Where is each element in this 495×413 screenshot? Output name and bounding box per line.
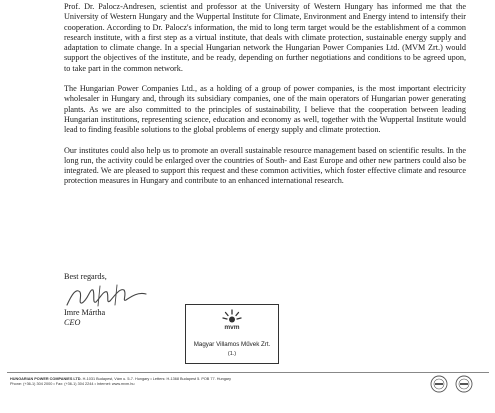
- paragraph-1: Prof. Dr. Palocz-Andresen, scientist and professor at the University of Western Hungary has informed me that the University of Western Hungary and the Wuppertal Institute for Climate, Environment and Energy intend to intensify their cooperation. According to Dr. Palocz's information, the mid to long term target would be the establishment of a common research institute, with a first step as a virtual institute, that deals with climate protection, sustainable energy supply and adaptation to climate change. In a special Hungarian network the Hungarian Power Companies Ltd. (MVM Zrt.) would support the objectives of the institute, and be ready, depending on further negotiations and conditions to be agreed upon, to take part in the common network.: [64, 2, 466, 73]
- letterhead-footer: [10, 377, 420, 388]
- mvm-logo-text: mvm: [224, 324, 240, 330]
- certification-seal-icon: [430, 375, 448, 393]
- footer-divider: [7, 372, 489, 373]
- stamp-mark: (1.): [227, 351, 237, 357]
- footer-company: HUNGARIAN POWER COMPANIES LTD.: [10, 377, 82, 381]
- stamp-company-name: Magyar Villamos Művek Zrt.: [193, 341, 271, 348]
- signer-block: [64, 308, 105, 329]
- paragraph-2: The Hungarian Power Companies Ltd., as a holding of a group of power companies, is the most important electricity wholesaler in Hungary and, through its subsidiary companies, one of the main operators of Hungarian power generating plants. As we are also committed to the principles of sustainability, I believe that the cooperation between leading Hungarian institutions, representing science, education and economy as well, together with the Wuppertal Institute would lead to finding feasible solutions to the global problems of energy supply and climate protection.: [64, 84, 466, 135]
- letter-body: [64, 2, 466, 197]
- closing-line: Best regards,: [64, 272, 107, 281]
- paragraph-3: Our institutes could also help us to promote an overall sustainable resource management based on scientific results. In the long run, the activity could be enlarged over the countries of South- and East Europe and other new partners could also be integrated. We are pleased to support this request and these common activities, which foster effective climate and resource protection measures in Hungary and contribute to an enhanced international research.: [64, 145, 466, 186]
- mvm-logo-icon: [221, 308, 243, 330]
- footer-contact: Phone: (+36-1) 304 2000 • Fax: (+36-1) 304 2244 • Internet: www.mvm.hu: [10, 382, 135, 387]
- company-stamp: [185, 304, 279, 364]
- certification-seal-icon: [455, 375, 473, 393]
- signer-title: CEO: [64, 318, 81, 328]
- footer-address: H-1031 Budapest, Vám u. 5-7. Hungary • Letters: H-1368 Budapest 5. POB 77. Hungary: [82, 377, 232, 381]
- handwritten-signature: [64, 282, 159, 310]
- signer-name: Imre Mártha: [64, 308, 106, 317]
